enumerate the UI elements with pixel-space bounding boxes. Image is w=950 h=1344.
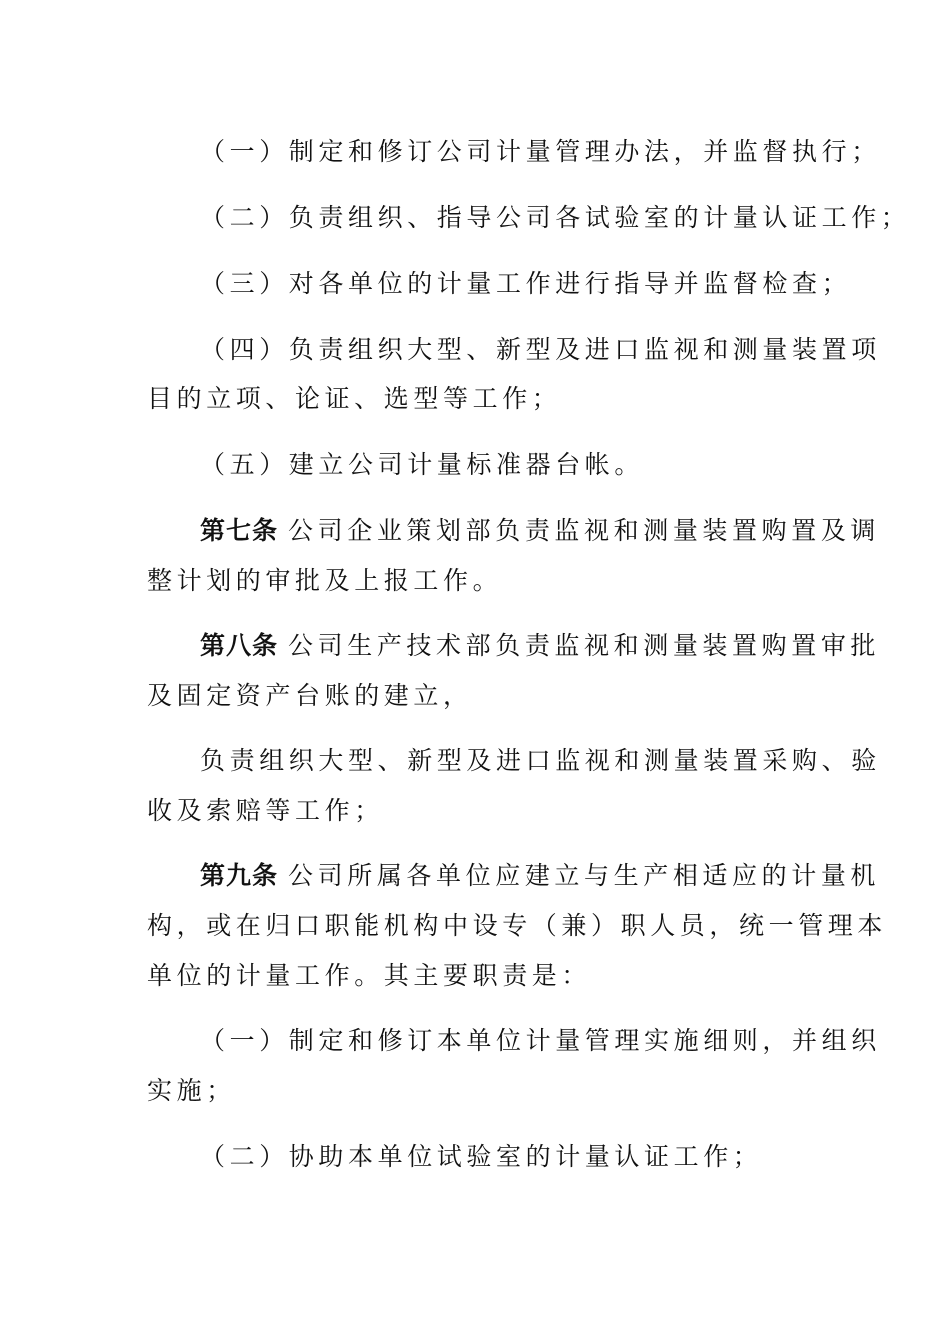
article-number: 第九条 [200,861,279,890]
line-text: 整计划的审批及上报工作。 [147,566,503,595]
paragraph-line [200,268,852,300]
line-text: （一）制定和修订本单位计量管理实施细则，并组织 [200,1026,881,1055]
line-text: 构，或在归口职能机构中设专（兼）职人员，统一管理本 [147,911,888,940]
article-line [200,630,881,662]
line-text: 公司生产技术部负责监视和测量装置购置审批 [288,631,881,660]
line-text: 负责组织大型、新型及进口监视和测量装置采购、验 [200,746,881,775]
article-number: 第七条 [200,516,279,545]
paragraph-line [200,202,911,234]
paragraph-line [147,960,807,992]
line-text: 公司所属各单位应建立与生产相适应的计量机 [288,861,881,890]
line-text: （三）对各单位的计量工作进行指导并监督检查； [200,269,852,298]
paragraph-line [147,910,888,942]
paragraph-line [200,745,881,777]
paragraph-line [147,1075,807,1107]
line-text: 目的立项、论证、选型等工作； [147,384,562,413]
line-text: （五）建立公司计量标准器台帐。 [200,450,645,479]
line-text: （四）负责组织大型、新型及进口监视和测量装置项 [200,335,881,364]
line-text: 公司企业策划部负责监视和测量装置购置及调 [288,516,881,545]
line-text: 及固定资产台账的建立， [147,681,473,710]
paragraph-line [200,334,881,366]
paragraph-line [200,449,807,481]
paragraph-line [147,680,807,712]
line-text: 实施； [147,1076,236,1105]
paragraph-line [200,1025,881,1057]
line-text: 收及索赔等工作； [147,796,384,825]
line-text: （二）协助本单位试验室的计量认证工作； [200,1142,763,1171]
paragraph-line [147,795,807,827]
paragraph-line [147,383,807,415]
line-text: （一）制定和修订公司计量管理办法，并监督执行； [200,137,881,166]
paragraph-line [147,565,807,597]
article-line [200,860,881,892]
paragraph-line [200,136,881,168]
line-text: （二）负责组织、指导公司各试验室的计量认证工作； [200,203,911,232]
paragraph-line [200,1141,807,1173]
article-number: 第八条 [200,631,279,660]
article-line [200,515,881,547]
line-text: 单位的计量工作。其主要职责是： [147,961,592,990]
